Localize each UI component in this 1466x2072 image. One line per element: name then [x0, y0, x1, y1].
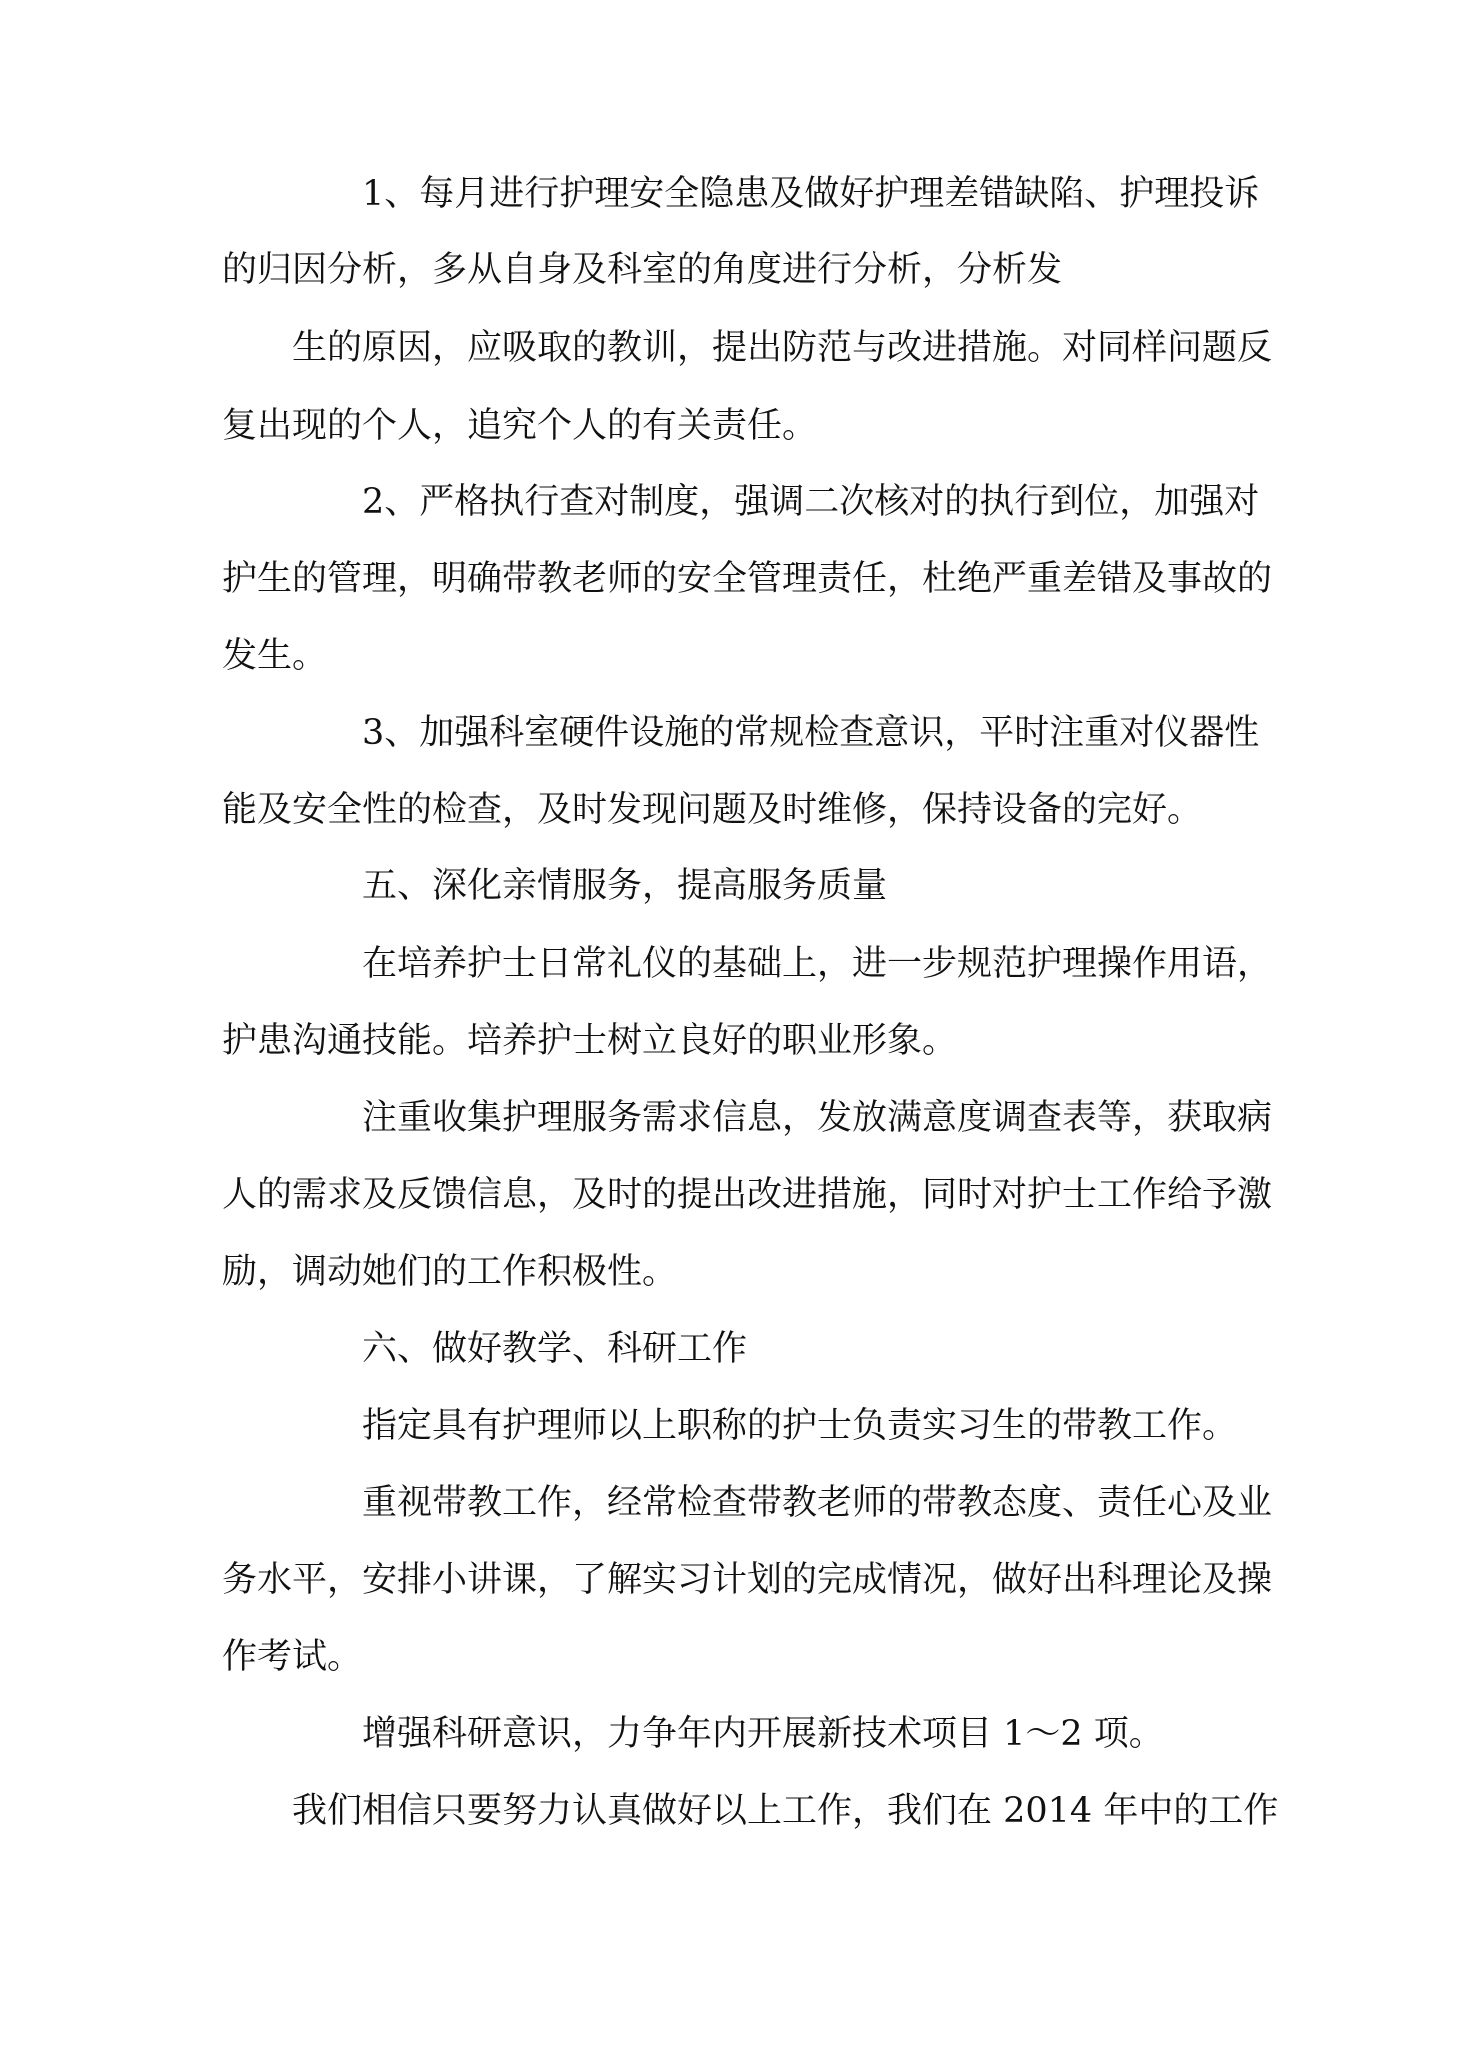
text-line: 我们相信只要努力认真做好以上工作，我们在 2014 年中的工作 — [292, 1791, 1279, 1831]
text-line: 的归因分析，多从自身及科室的角度进行分析，分析发 — [222, 250, 1063, 290]
section-heading: 五、深化亲情服务，提高服务质量 — [362, 866, 888, 906]
text-line: 指定具有护理师以上职称的护士负责实习生的带教工作。 — [362, 1406, 1238, 1446]
text-line: 励，调动她们的工作积极性。 — [222, 1252, 678, 1292]
text-line: 护生的管理，明确带教老师的安全管理责任，杜绝严重差错及事故的 — [222, 559, 1273, 599]
text-line: 2、严格执行查对制度，强调二次核对的执行到位，加强对 — [362, 482, 1260, 522]
text-line: 发生。 — [222, 636, 328, 676]
text-line: 护患沟通技能。培养护士树立良好的职业形象。 — [222, 1021, 958, 1061]
text-line: 务水平，安排小讲课，了解实习计划的完成情况，做好出科理论及操 — [222, 1560, 1273, 1600]
text-line: 作考试。 — [222, 1637, 363, 1677]
text-line: 复出现的个人，追究个人的有关责任。 — [222, 406, 818, 446]
section-heading: 六、做好教学、科研工作 — [362, 1329, 748, 1369]
text-line: 生的原因，应吸取的教训，提出防范与改进措施。对同样问题反 — [292, 328, 1273, 368]
text-line: 增强科研意识，力争年内开展新技术项目 1～2 项。 — [362, 1714, 1164, 1754]
text-line: 能及安全性的检查，及时发现问题及时维修，保持设备的完好。 — [222, 790, 1203, 830]
text-line: 注重收集护理服务需求信息，发放满意度调查表等，获取病 — [362, 1098, 1273, 1138]
text-line: 在培养护士日常礼仪的基础上，进一步规范护理操作用语， — [362, 944, 1273, 984]
text-line: 1、每月进行护理安全隐患及做好护理差错缺陷、护理投诉 — [362, 174, 1260, 214]
text-line: 3、加强科室硬件设施的常规检查意识，平时注重对仪器性 — [362, 713, 1260, 753]
text-line: 人的需求及反馈信息，及时的提出改进措施，同时对护士工作给予激 — [222, 1175, 1273, 1215]
text-line: 重视带教工作，经常检查带教老师的带教态度、责任心及业 — [362, 1483, 1273, 1523]
